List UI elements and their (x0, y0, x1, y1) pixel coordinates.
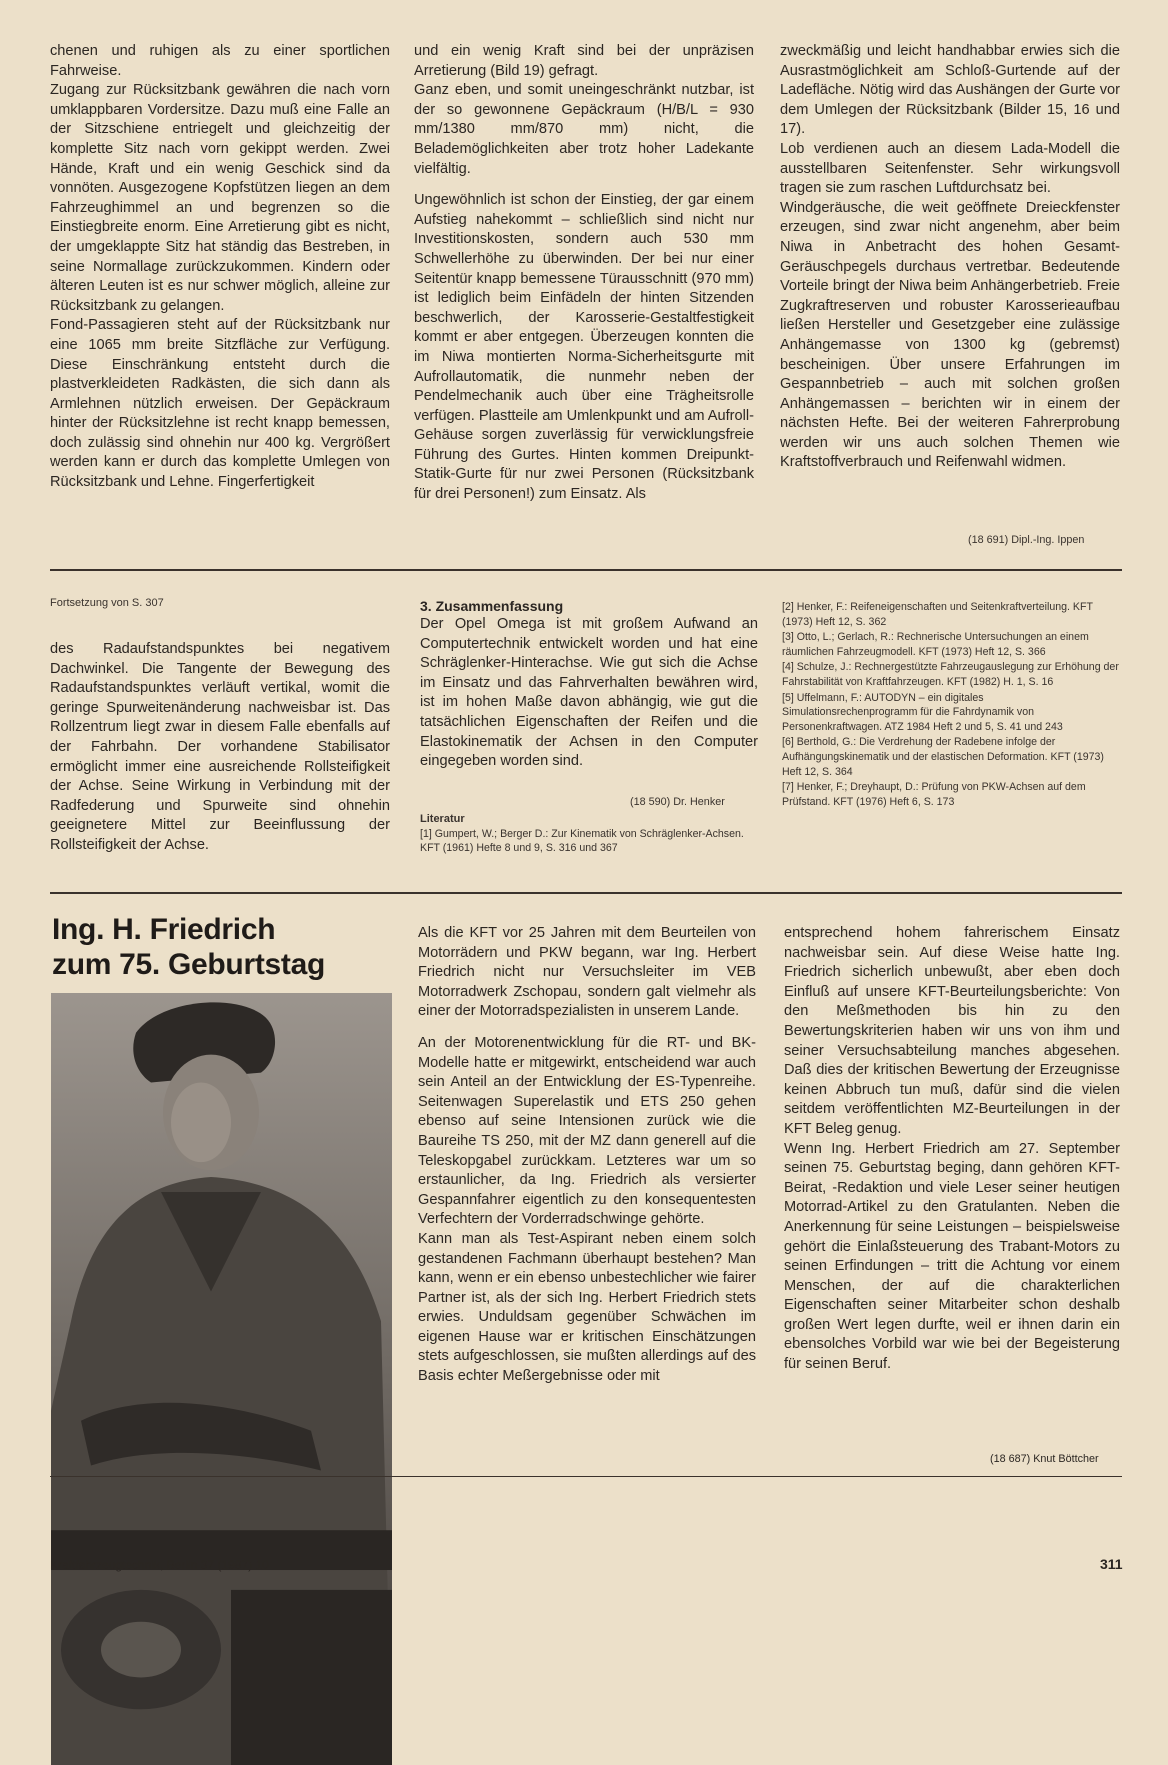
article-headline (52, 912, 392, 982)
top-column-1 (50, 42, 390, 552)
paragraph: Als die KFT vor 25 Jahren mit dem Beurteilen von Motorrädern und PKW begann, war Ing. Herbert Friedrich nicht nur Versuchsleiter im VEB Motorradwerk Zschopau, sondern galt vielmehr als einer der Motorradspezialisten in unserem Lande. (418, 925, 756, 1020)
top-column-3 (780, 42, 1120, 532)
paragraph: Ganz eben, und somit uneingeschränkt nutzbar, ist der so gewonnene Gepäckraum (H/B/L = 930 mm/1380 mm/870 mm) nicht, die Belademöglichkeiten aber trotz hoher Ladekante vielfältig. (414, 82, 754, 177)
continuation-note: Fortsetzung von S. 307 (50, 597, 164, 609)
paragraph: Wenn Ing. Herbert Friedrich am 27. September seinen 75. Geburtstag beging, dann gehören KFT-Beirat, -Redaktion und viele Leser seiner heutigen Motorrad-Artikel zu den Gratulanten. Neben die Anerkennung für seine Leistungen – beispielsweise gehört die Einlaßsteuerung des Trabant-Motors zu seinen Erfindungen – tritt die Achtung vor einem Menschen, der auf die charakterlichen Eigenschaften seiner Mitarbeiter schon deshalb großen Wert legen durfte, weil er ihnen darin ein ebensolches Vorbild war wie bei der Begeisterung für seinen Beruf. (784, 1140, 1120, 1373)
section-heading: 3. Zusammenfassung (420, 598, 564, 614)
reference-item: [2] Henker, F.: Reifeneigenschaften und Seitenkraftverteilung. KFT (1973) Heft 12, S. 362 (782, 601, 1093, 628)
paragraph: des Radaufstandspunktes bei negativem Dachwinkel. Die Tangente der Bewegung des Radaufstandspunktes verläuft vertikal, womit die geringe Spurweitenänderung nachweisbar ist. Das Rollzentrum liegt zwar in diesem Falle ebenfalls auf der Fahrbahn. Der vorhandene Stabilisator ermöglicht immer eine ausreichende Rollsteifigkeit der Achse. Seine Wirkung in Verbindung mit der Radfederung und Spurweite sind ohnehin geeignetere Mittel zur Beeinflussung der Rollsteifigkeit der Achse. (50, 641, 390, 853)
reference-item: [5] Uffelmann, F.: AUTODYN – ein digitales Simulationsrechenprogramm für die Fahrdynamik von Personenkraftwagen. ATZ 1984 Heft 2 und 5, S. 41 und 243 (782, 691, 1063, 733)
portrait-photo (51, 993, 392, 1765)
top-column-2 (414, 42, 754, 552)
paragraph: Lob verdienen auch an diesem Lada-Modell die ausstellbaren Seitenfenster. Sehr wirkungsvoll tragen sie zum raschen Luftdurchsatz bei. (780, 140, 1120, 197)
paragraph: Zugang zur Rücksitzbank gewähren die nach vorn umklappbaren Vordersitze. Dazu muß eine Falle an der Sitzschiene entriegelt und gleichzeitig der komplette Sitz nach vorn gekippt werden. Zwei Hände, Kraft und ein wenig Geschick sind da vonnöten. Ausgezogene Kopfstützen liegen an dem Fahrzeughimmel an und begrenzen so die Einstiegbreite enorm. Eine Arretierung gibt es nicht, der umgeklappte Sitz hat ständig das Bestreben, in seine Normallage zurückzukommen. Kindern oder älteren Leuten ist es nur schwer möglich, alleine zur Rücksitzbank zu gelangen. (50, 82, 390, 314)
section-divider (50, 569, 1122, 571)
middle-column-1 (50, 640, 390, 880)
headline-line: Ing. H. Friedrich (52, 913, 276, 946)
paragraph: Kann man als Test-Aspirant neben einem solch gestandenen Fachmann überhaupt bestehen? Man kann, wenn er ein ebenso unbestechlicher wie fairer Partner ist, als der sich Ing. Herbert Friedrich stets erwies. Unduldsam gegenüber Schwächen im eigenen Hause war er kritischen Einschätzungen stets aufgeschlossen, sie mußten allerdings auf des Basis echter Meßergebnisse oder mit (418, 1230, 756, 1385)
literature-left (420, 812, 758, 876)
headline-line: zum 75. Geburtstag (52, 948, 325, 981)
literature-heading: Literatur (420, 813, 465, 825)
paragraph: Windgeräusche, die weit geöffnete Dreieckfenster erzeugen, sind zwar nicht angenehm, aber beim Niwa in Anbetracht des hohen Gesamt-Geräuschpegels durchaus vertretbar. Bedeutende Vorteile bringt der Niwa beim Anhängerbetrieb. Freie Zugkraftreserven und robuster Karosserieaufbau ließen Hersteller und Gesetzgeber eine zulässige Anhängemasse von 1300 kg (gebremst) bescheinigen. Über unsere Erfahrungen im Gespannbetrieb – auch mit solchen großen Anhängemassen – berichten wir in einem der nächsten Hefte. Bei der weiteren Fahrerprobung werden wir uns auch solchen Themen wie Kraftstoffverbrauch und Reifenwahl widmen. (780, 199, 1120, 471)
section-divider (50, 892, 1122, 894)
middle-column-2 (420, 597, 758, 787)
paragraph: Ungewöhnlich ist schon der Einstieg, der gar einem Aufstieg nahekommt – schließlich sind nicht nur Investitionskosten, sondern auch 530 mm Schwellerhöhe zu überwinden. Der bei nur einer Seitentür knapp bemessene Türausschnitt (970 mm) ist lediglich beim Einfädeln der hinten Sitzenden beschwerlich, der Karosserie-Gestaltfestigkeit kommt er aber entgegen. Überzeugen konnten die im Niwa montierten Norma-Sicherheitsgurte mit Aufrollautomatik, die nunmehr neben der Pendelmechanik auch über eine Trägheitsrolle verfügen. Plastteile am Umlenkpunkt und am Aufroll-Gehäuse sorgen zuverlässig für verwicklungsfreie Führung des Gurtes. Hinten kommen Dreipunkt-Statik-Gurte für nur zwei Personen (Rücksitzbank für drei Personen!) zum Einsatz. Als (414, 192, 754, 503)
author-signature-ippen: (18 691) Dipl.-Ing. Ippen (968, 534, 1085, 546)
reference-item: [3] Otto, L.; Gerlach, R.: Rechnerische Untersuchungen an einem räumlichen Fahrzeugmodell. KFT (1973) Heft 12, S. 366 (782, 631, 1089, 658)
journal-citation: Kraftfahrzeugtechnik, Berlin 37 (1987) 10 (50, 1558, 269, 1572)
paragraph: Fond-Passagieren steht auf der Rücksitzbank nur eine 1065 mm breite Sitzfläche zur Verfügung. Diese Einschränkung entsteht durch die plastverkleideten Radkästen, die sich dann als Armlehnen nützlich erweisen. Der Gepäckraum hinter der Rücksitzlehne ist recht knapp bemessen, doch zulässig sind ohnehin nur 400 kg. Vergrößert werden kann er durch das komplette Umlegen von Rücksitzbank und Lehne. Fingerfertigkeit (50, 317, 390, 491)
page-number: 311 (1100, 1556, 1123, 1572)
paragraph: An der Motorenentwicklung für die RT- und BK-Modelle hatte er mitgewirkt, entscheidend war auch sein Anteil an der Entwicklung der ES-Typenreihe. Seitenwagen Superelastik und ETS 250 gehen ebenso auf seine Intensionen zurück wie die Baureihe TS 250, mit der MZ dann generell auf die Teleskopgabel zurückkam. Letzteres war um so erstaunlicher, da Ing. Friedrich als versierter Gespannfahrer eigentlich zu den konsequentesten Verfechtern der Vorderradschwinge gehörte. (418, 1034, 756, 1228)
bottom-column-3 (784, 924, 1120, 1414)
reference-item: [1] Gumpert, W.; Berger D.: Zur Kinematik von Schräglenker-Achsen. KFT (1961) Hefte 8 und 9, S. 316 und 367 (420, 827, 744, 855)
author-signature-henker: (18 590) Dr. Henker (630, 796, 725, 808)
paragraph: und ein wenig Kraft sind bei der unpräzisen Arretierung (Bild 19) gefragt. (414, 43, 754, 79)
paragraph: Der Opel Omega ist mit großem Aufwand an Computertechnik entwickelt worden und hat eine Schräglenker-Hinterachse. Wie gut sich die Achse im Einsatz und das Fahrverhalten bewähren wird, ist im hohen Maße davon abhängig, wie gut die tatsächlichen Eigenschaften der Reifen und die Elastokinematik der Achsen in den Computer eingegeben worden sind. (420, 616, 758, 770)
author-signature-boettcher: (18 687) Knut Böttcher (990, 1453, 1099, 1465)
reference-item: [7] Henker, F.; Dreyhaupt, D.: Prüfung von PKW-Achsen auf dem Prüfstand. KFT (1976) Heft 6, S. 173 (782, 781, 1086, 808)
literature-right (782, 600, 1120, 860)
paragraph: zweckmäßig und leicht handhabbar erwies sich die Ausrastmöglichkeit am Schloß-Gurtende auf der Ladefläche. Nötig wird das Aushängen der Gurte vor dem Umlegen der Rücksitzbank (Bilder 15, 16 und 17). (780, 43, 1120, 138)
reference-item: [6] Berthold, G.: Die Verdrehung der Radebene infolge der Aufhängungskinematik und der elastischen Deformation. KFT (1973) Heft 12, S. 364 (782, 736, 1104, 778)
reference-item: [4] Schulze, J.: Rechnergestützte Fahrzeugauslegung zur Erhöhung der Fahrstabilität von Kraftfahrzeugen. KFT (1982) H. 1, S. 16 (782, 661, 1119, 688)
paragraph: chenen und ruhigen als zu einer sportlichen Fahrweise. (50, 43, 390, 79)
bottom-column-2 (418, 924, 756, 1484)
footer-divider (50, 1476, 1122, 1477)
paragraph: entsprechend hohem fahrerischem Einsatz nachweisbar sein. Auf diese Weise hatte Ing. Friedrich sicherlich unbewußt, aber eben doch Einfluß auf unsere KFT-Beurteilungsberichte: Von den Meßmethoden bis hin zu den Bewertungskriterien haben wir uns von ihm und seiner Versuchsabteilung manches abgesehen. Daß dies der kritischen Bewertung der Erzeugnisse keinen Abbruch tun muß, dafür sind die vielen seitdem veröffentlichten MZ-Beurteilungen in der KFT Beleg genug. (784, 925, 1120, 1137)
